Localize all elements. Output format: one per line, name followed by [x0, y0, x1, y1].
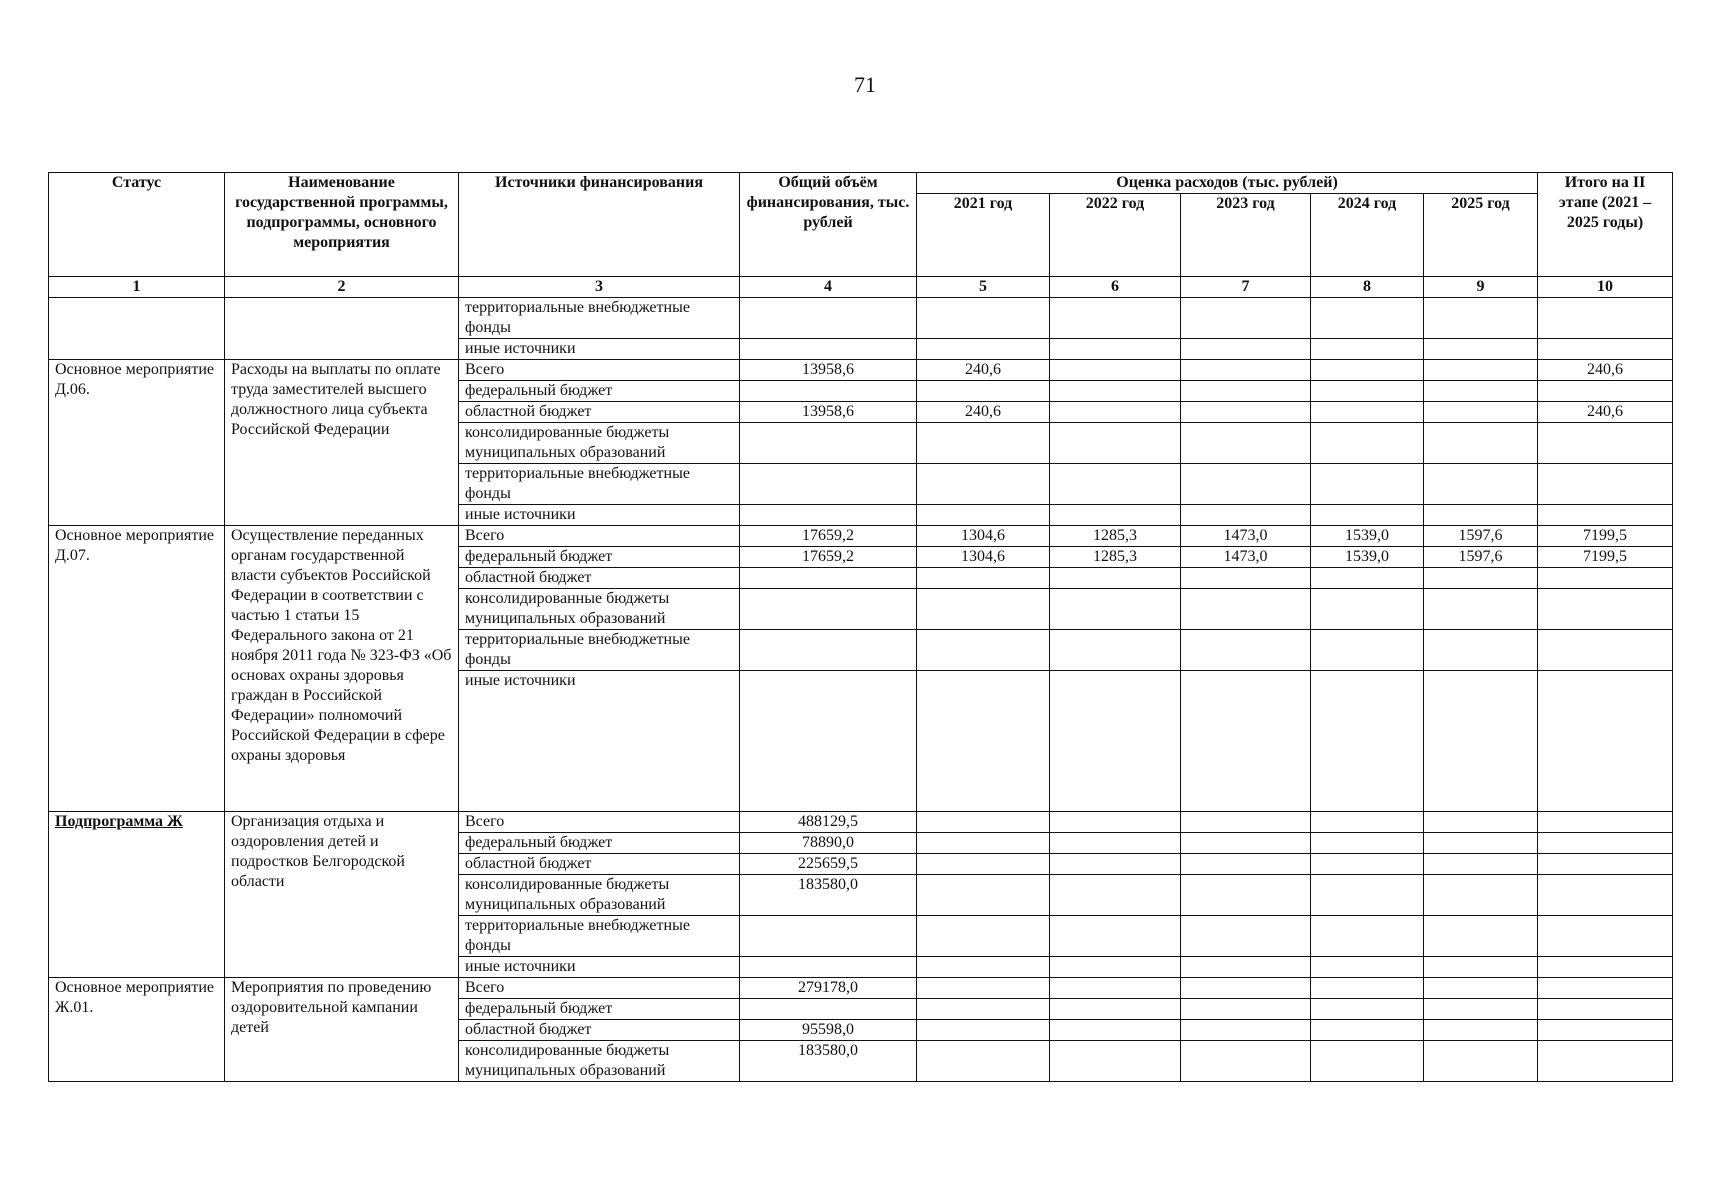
program-name-cell	[225, 298, 459, 360]
total-volume-cell	[740, 423, 917, 464]
year-2023-cell	[1181, 339, 1311, 360]
source-cell: областной бюджет	[459, 568, 740, 589]
stage-total-cell	[1538, 464, 1673, 505]
year-2024-cell	[1311, 505, 1424, 526]
source-cell: консолидированные бюджеты муниципальных образований	[459, 875, 740, 916]
source-cell: Всего	[459, 812, 740, 833]
stage-total-cell	[1538, 854, 1673, 875]
year-2024-cell	[1311, 812, 1424, 833]
year-2024-cell	[1311, 875, 1424, 916]
total-volume-cell	[740, 381, 917, 402]
year-2024-cell: 1539,0	[1311, 547, 1424, 568]
column-number: 2	[225, 277, 459, 298]
year-2021-cell	[917, 464, 1050, 505]
year-2022-cell	[1050, 1020, 1181, 1041]
status-cell	[49, 978, 225, 1082]
year-2025-cell	[1424, 671, 1538, 812]
year-2022-cell	[1050, 812, 1181, 833]
header-stage-total: Итого на II этапе (2021 – 2025 годы)	[1538, 173, 1673, 277]
year-2022-cell	[1050, 671, 1181, 812]
year-2025-cell: 1597,6	[1424, 547, 1538, 568]
column-number: 10	[1538, 277, 1673, 298]
stage-total-cell	[1538, 298, 1673, 339]
year-2022-cell	[1050, 505, 1181, 526]
status-cell	[49, 360, 225, 526]
year-2021-cell	[917, 978, 1050, 999]
year-2023-cell	[1181, 999, 1311, 1020]
year-2024-cell	[1311, 568, 1424, 589]
table-row	[49, 812, 1673, 833]
source-cell: территориальные внебюджетные фонды	[459, 298, 740, 339]
source-cell: областной бюджет	[459, 402, 740, 423]
year-2024-cell	[1311, 957, 1424, 978]
column-number: 5	[917, 277, 1050, 298]
year-2021-cell	[917, 999, 1050, 1020]
year-2022-cell	[1050, 916, 1181, 957]
header-year-2023: 2023 год	[1181, 194, 1311, 277]
year-2025-cell	[1424, 854, 1538, 875]
total-volume-cell: 78890,0	[740, 833, 917, 854]
year-2025-cell	[1424, 568, 1538, 589]
total-volume-cell	[740, 505, 917, 526]
year-2022-cell	[1050, 589, 1181, 630]
year-2021-cell	[917, 671, 1050, 812]
header-year-2022: 2022 год	[1050, 194, 1181, 277]
status-cell	[49, 298, 225, 360]
year-2024-cell	[1311, 360, 1424, 381]
total-volume-cell: 95598,0	[740, 1020, 917, 1041]
year-2025-cell	[1424, 339, 1538, 360]
year-2022-cell	[1050, 402, 1181, 423]
year-2024-cell	[1311, 423, 1424, 464]
header-total-volume: Общий объём финансирования, тыс. рублей	[740, 173, 917, 277]
total-volume-cell	[740, 339, 917, 360]
column-number: 4	[740, 277, 917, 298]
total-volume-cell	[740, 916, 917, 957]
year-2021-cell	[917, 875, 1050, 916]
stage-total-cell: 240,6	[1538, 402, 1673, 423]
source-cell: консолидированные бюджеты муниципальных образований	[459, 423, 740, 464]
stage-total-cell	[1538, 1020, 1673, 1041]
source-cell: федеральный бюджет	[459, 999, 740, 1020]
stage-total-cell	[1538, 875, 1673, 916]
source-cell: Всего	[459, 526, 740, 547]
total-volume-cell	[740, 671, 917, 812]
stage-total-cell	[1538, 812, 1673, 833]
total-volume-cell: 488129,5	[740, 812, 917, 833]
stage-total-cell: 7199,5	[1538, 547, 1673, 568]
status-label: Основное мероприятие Ж.01.	[55, 979, 214, 1016]
year-2023-cell	[1181, 505, 1311, 526]
year-2023-cell: 1473,0	[1181, 526, 1311, 547]
year-2021-cell	[917, 854, 1050, 875]
year-2022-cell	[1050, 339, 1181, 360]
year-2024-cell	[1311, 339, 1424, 360]
year-2022-cell	[1050, 1041, 1181, 1082]
year-2024-cell	[1311, 978, 1424, 999]
stage-total-cell	[1538, 978, 1673, 999]
table-row	[49, 978, 1673, 999]
year-2022-cell	[1050, 360, 1181, 381]
source-cell: территориальные внебюджетные фонды	[459, 916, 740, 957]
source-cell: консолидированные бюджеты муниципальных образований	[459, 1041, 740, 1082]
year-2022-cell	[1050, 423, 1181, 464]
year-2023-cell	[1181, 464, 1311, 505]
stage-total-cell	[1538, 916, 1673, 957]
year-2025-cell	[1424, 360, 1538, 381]
status-label: Основное мероприятие Д.06.	[55, 361, 214, 398]
year-2024-cell	[1311, 833, 1424, 854]
total-volume-cell: 225659,5	[740, 854, 917, 875]
header-estimate: Оценка расходов (тыс. рублей)	[917, 173, 1538, 194]
year-2024-cell	[1311, 671, 1424, 812]
year-2024-cell	[1311, 464, 1424, 505]
year-2021-cell	[917, 568, 1050, 589]
year-2025-cell	[1424, 916, 1538, 957]
year-2021-cell	[917, 298, 1050, 339]
year-2022-cell	[1050, 630, 1181, 671]
year-2025-cell	[1424, 402, 1538, 423]
stage-total-cell	[1538, 589, 1673, 630]
year-2023-cell	[1181, 833, 1311, 854]
financing-table	[48, 172, 1673, 1082]
year-2025-cell	[1424, 812, 1538, 833]
total-volume-cell	[740, 999, 917, 1020]
year-2023-cell	[1181, 957, 1311, 978]
source-cell: консолидированные бюджеты муниципальных образований	[459, 589, 740, 630]
year-2025-cell	[1424, 298, 1538, 339]
header-name: Наименование государственной программы, подпрограммы, основного мероприятия	[225, 173, 459, 277]
year-2023-cell	[1181, 360, 1311, 381]
year-2021-cell	[917, 1020, 1050, 1041]
column-number: 6	[1050, 277, 1181, 298]
year-2022-cell	[1050, 568, 1181, 589]
year-2025-cell	[1424, 381, 1538, 402]
year-2022-cell	[1050, 978, 1181, 999]
year-2024-cell	[1311, 1020, 1424, 1041]
header-year-2025: 2025 год	[1424, 194, 1538, 277]
year-2021-cell	[917, 833, 1050, 854]
year-2023-cell	[1181, 381, 1311, 402]
year-2021-cell: 1304,6	[917, 547, 1050, 568]
total-volume-cell: 13958,6	[740, 360, 917, 381]
year-2025-cell	[1424, 999, 1538, 1020]
table-row	[49, 360, 1673, 381]
year-2023-cell	[1181, 1041, 1311, 1082]
year-2023-cell	[1181, 589, 1311, 630]
year-2021-cell	[917, 339, 1050, 360]
year-2022-cell	[1050, 464, 1181, 505]
stage-total-cell	[1538, 423, 1673, 464]
total-volume-cell	[740, 298, 917, 339]
year-2023-cell	[1181, 812, 1311, 833]
source-cell: территориальные внебюджетные фонды	[459, 464, 740, 505]
source-cell: иные источники	[459, 957, 740, 978]
year-2023-cell	[1181, 423, 1311, 464]
column-number: 7	[1181, 277, 1311, 298]
column-number: 1	[49, 277, 225, 298]
stage-total-cell	[1538, 505, 1673, 526]
stage-total-cell: 240,6	[1538, 360, 1673, 381]
table-row	[49, 298, 1673, 339]
source-cell: федеральный бюджет	[459, 547, 740, 568]
year-2023-cell	[1181, 671, 1311, 812]
year-2022-cell	[1050, 875, 1181, 916]
year-2024-cell	[1311, 1041, 1424, 1082]
stage-total-cell	[1538, 1041, 1673, 1082]
header-year-2024: 2024 год	[1311, 194, 1424, 277]
total-volume-cell	[740, 568, 917, 589]
program-name-cell: Осуществление переданных органам государственной власти субъектов Российской Федерации в соответствии с частью 1 статьи 15 Федерального закона от 21 ноября 2011 года № 323-ФЗ «Об основах охраны здоровья граждан в Российской Федерации» полномочий Российской Федерации в сфере охраны здоровья	[225, 526, 459, 812]
year-2024-cell	[1311, 589, 1424, 630]
year-2025-cell	[1424, 833, 1538, 854]
year-2025-cell: 1597,6	[1424, 526, 1538, 547]
year-2022-cell	[1050, 999, 1181, 1020]
year-2023-cell	[1181, 298, 1311, 339]
stage-total-cell	[1538, 568, 1673, 589]
year-2024-cell	[1311, 402, 1424, 423]
header-sources: Источники финансирования	[459, 173, 740, 277]
year-2024-cell	[1311, 630, 1424, 671]
year-2025-cell	[1424, 630, 1538, 671]
stage-total-cell	[1538, 671, 1673, 812]
source-cell: иные источники	[459, 505, 740, 526]
table-body	[49, 298, 1673, 1082]
year-2023-cell	[1181, 402, 1311, 423]
stage-total-cell	[1538, 833, 1673, 854]
stage-total-cell	[1538, 957, 1673, 978]
year-2025-cell	[1424, 1020, 1538, 1041]
total-volume-cell: 17659,2	[740, 547, 917, 568]
program-name-cell: Организация отдыха и оздоровления детей и подростков Белгородской области	[225, 812, 459, 978]
header-status: Статус	[49, 173, 225, 277]
source-cell: федеральный бюджет	[459, 833, 740, 854]
column-number-row	[49, 277, 1673, 298]
year-2021-cell	[917, 630, 1050, 671]
year-2023-cell	[1181, 568, 1311, 589]
year-2021-cell: 1304,6	[917, 526, 1050, 547]
year-2021-cell	[917, 423, 1050, 464]
year-2021-cell: 240,6	[917, 360, 1050, 381]
source-cell: областной бюджет	[459, 1020, 740, 1041]
year-2025-cell	[1424, 464, 1538, 505]
year-2024-cell	[1311, 298, 1424, 339]
year-2023-cell	[1181, 916, 1311, 957]
source-cell: областной бюджет	[459, 854, 740, 875]
total-volume-cell	[740, 589, 917, 630]
status-label: Подпрограмма Ж	[55, 813, 183, 830]
stage-total-cell	[1538, 999, 1673, 1020]
source-cell: иные источники	[459, 339, 740, 360]
year-2025-cell	[1424, 957, 1538, 978]
total-volume-cell: 183580,0	[740, 875, 917, 916]
year-2023-cell	[1181, 630, 1311, 671]
column-number: 8	[1311, 277, 1424, 298]
year-2025-cell	[1424, 589, 1538, 630]
stage-total-cell	[1538, 381, 1673, 402]
source-cell: территориальные внебюджетные фонды	[459, 630, 740, 671]
year-2021-cell	[917, 505, 1050, 526]
total-volume-cell: 183580,0	[740, 1041, 917, 1082]
status-cell	[49, 526, 225, 812]
header-year-2021: 2021 год	[917, 194, 1050, 277]
year-2021-cell	[917, 916, 1050, 957]
year-2021-cell	[917, 812, 1050, 833]
year-2024-cell: 1539,0	[1311, 526, 1424, 547]
year-2021-cell	[917, 381, 1050, 402]
year-2023-cell	[1181, 875, 1311, 916]
year-2023-cell	[1181, 854, 1311, 875]
year-2021-cell	[917, 957, 1050, 978]
column-number: 3	[459, 277, 740, 298]
year-2022-cell	[1050, 854, 1181, 875]
table-header	[49, 173, 1673, 298]
source-cell: Всего	[459, 360, 740, 381]
source-cell: иные источники	[459, 671, 740, 812]
year-2025-cell	[1424, 505, 1538, 526]
total-volume-cell	[740, 630, 917, 671]
year-2022-cell	[1050, 298, 1181, 339]
year-2022-cell	[1050, 957, 1181, 978]
stage-total-cell	[1538, 630, 1673, 671]
year-2024-cell	[1311, 916, 1424, 957]
total-volume-cell	[740, 957, 917, 978]
source-cell: федеральный бюджет	[459, 381, 740, 402]
year-2022-cell: 1285,3	[1050, 526, 1181, 547]
year-2021-cell: 240,6	[917, 402, 1050, 423]
year-2021-cell	[917, 1041, 1050, 1082]
total-volume-cell: 13958,6	[740, 402, 917, 423]
stage-total-cell: 7199,5	[1538, 526, 1673, 547]
year-2023-cell: 1473,0	[1181, 547, 1311, 568]
year-2025-cell	[1424, 423, 1538, 464]
year-2024-cell	[1311, 999, 1424, 1020]
year-2025-cell	[1424, 1041, 1538, 1082]
year-2023-cell	[1181, 978, 1311, 999]
page-number: 71	[854, 72, 876, 97]
year-2025-cell	[1424, 978, 1538, 999]
stage-total-cell	[1538, 339, 1673, 360]
table-row	[49, 526, 1673, 547]
year-2022-cell: 1285,3	[1050, 547, 1181, 568]
total-volume-cell: 17659,2	[740, 526, 917, 547]
program-name-cell: Расходы на выплаты по оплате труда заместителей высшего должностного лица субъекта Российской Федерации	[225, 360, 459, 526]
year-2024-cell	[1311, 854, 1424, 875]
year-2024-cell	[1311, 381, 1424, 402]
total-volume-cell: 279178,0	[740, 978, 917, 999]
program-name-cell: Мероприятия по проведению оздоровительной кампании детей	[225, 978, 459, 1082]
source-cell: Всего	[459, 978, 740, 999]
total-volume-cell	[740, 464, 917, 505]
year-2021-cell	[917, 589, 1050, 630]
column-number: 9	[1424, 277, 1538, 298]
status-cell	[49, 812, 225, 978]
year-2025-cell	[1424, 875, 1538, 916]
year-2022-cell	[1050, 381, 1181, 402]
status-label: Основное мероприятие Д.07.	[55, 527, 214, 564]
year-2023-cell	[1181, 1020, 1311, 1041]
year-2022-cell	[1050, 833, 1181, 854]
